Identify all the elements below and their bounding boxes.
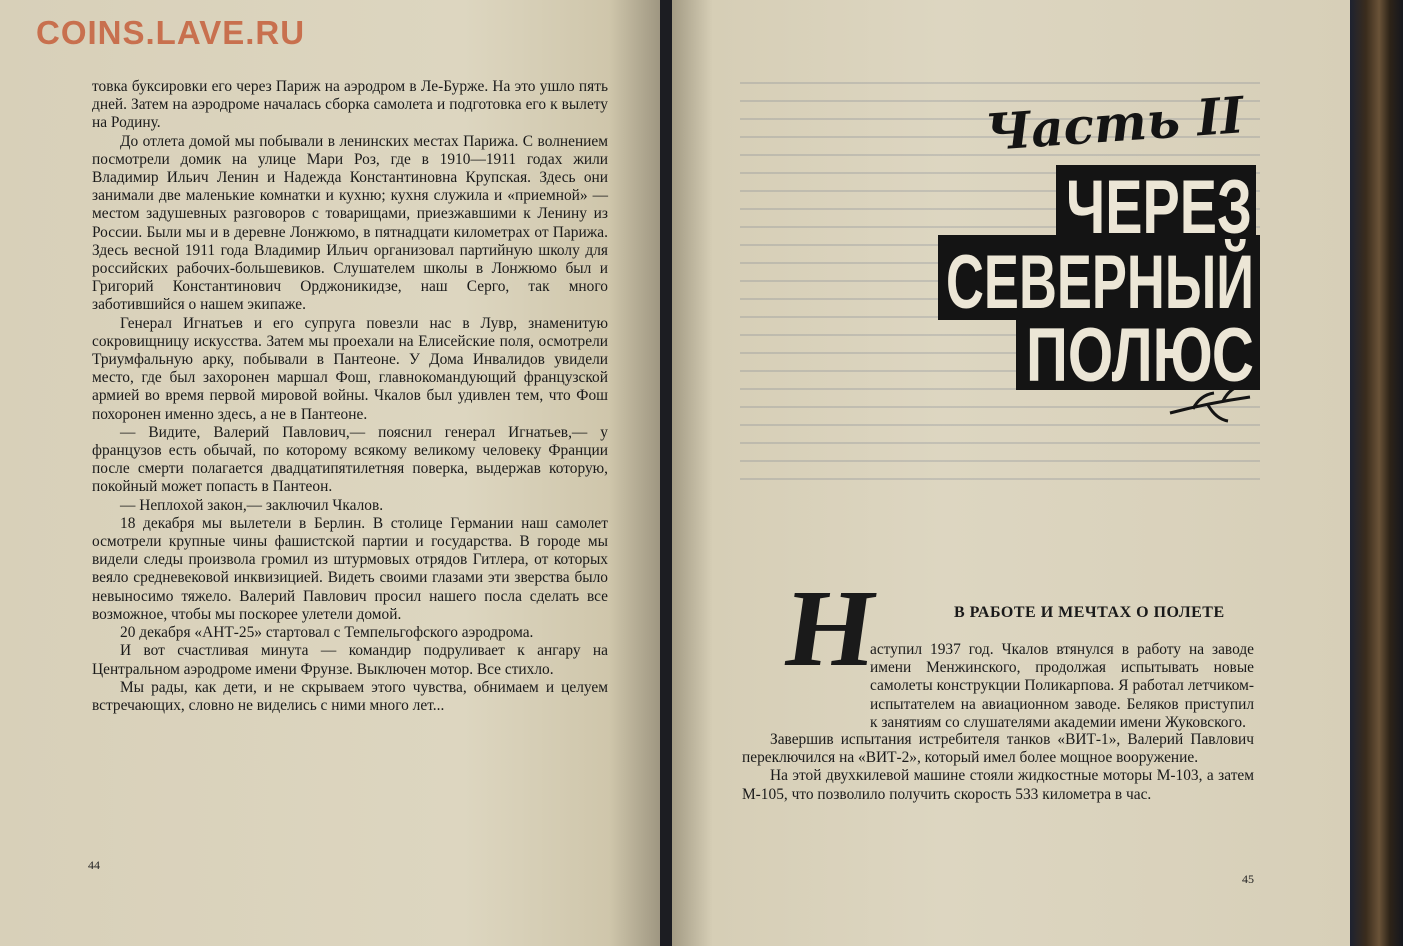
paragraph: На этой двухкилевой машине стояли жидкостные моторы М-103, а затем М-105, что позволило получить скорость 533 километра в час. [742,767,1254,803]
paragraph: — Видите, Валерий Павлович,— пояснил генерал Игнатьев,— у французов есть обычай, по которому всякому великому человеку Франции после смерти полагается двадцатипятилетняя поверка, выдержав которую, покойный может попасть в Пантеон. [92,423,608,496]
paragraph: И вот счастливая минута — командир подруливает к ангару на Центральном аэродроме имени Фрунзе. Выключен мотор. Все стихло. [92,642,608,678]
paragraph: товка буксировки его через Париж на аэродром в Ле-Бурже. На это ушло пять дней. Затем на аэродроме началась сборка самолета и подготовка его к вылету на Родину. [92,78,608,132]
book-edge [1350,0,1403,946]
watermark: COINS.LAVE.RU [36,14,306,51]
page-number-right: 45 [1242,872,1254,886]
paragraph: Генерал Игнатьев и его супруга повезли нас в Лувр, знаменитую сокровищницу искусства. Затем мы проехали на Елисейские поля, осмотрели Триумфальную арку, побывали в Пантеоне. У Дома Инвалидов увидели место, где был захоронен маршал Фош, главнокомандующий французской армией во время первой мировой войны. Чкалов был удивлен тем, что Фош похоронен именно здесь, а не в Пантеоне. [92,314,608,423]
right-first-paragraph: аступил 1937 год. Чкалов втянулся в работу на заводе имени Менжинского, продолжая испытывать новые самолеты конструкции Поликарпова. Я работал летчиком-испытателем на авиационном заводе. Беляков приступил к занятиям со слушателями академии имени Жуковского. [870,641,1254,731]
paragraph: 18 декабря мы вылетели в Берлин. В столице Германии наш самолет осмотрели крупные чины фашистской партии и государства. В городе мы видели следы произвола громил из штурмовых отрядов Гитлера, от которых веяло средневековой инквизицией. Видеть своими глазами эти зверства было невыносимо тяжело. Валерий Павлович просил нашего посла сделать все возможное, чтобы мы поскорее улетели домой. [92,514,608,623]
paragraph: До отлета домой мы побывали в ленинских местах Парижа. С волнением посмотрели домик на улице Мари Роз, где в 1910—1911 годах жили Владимир Ильич Ленин и Надежда Константиновна Крупская. Здесь они занимали две маленькие комнатки и кухню; кухня служила и «приемной» — местом задушевных разговоров с товарищами, приезжавшими к Ленину из России. Были мы и в деревне Лонжюмо, в пятнадцати километрах от Парижа. Здесь весной 1911 года Владимир Ильич организовал партийную школу для российских рабочих-большевиков. Слушателем школы в Лонжюмо был и Григорий Константинович Орджоникидзе, наш Серго, так много заботившийся о нашем экипаже. [92,132,608,314]
right-page-text [742,695,1254,804]
left-page-text [92,78,608,715]
section-title: В РАБОТЕ И МЕЧТАХ О ПОЛЕТЕ [954,604,1225,621]
title-line-1: ЧЕРЕЗ [1066,165,1252,250]
part-label: Часть II [983,85,1246,163]
paragraph: 20 декабря «АНТ-25» стартовал с Темпельгофского аэродрома. [120,624,534,642]
title-line-2: СЕВЕРНЫЙ [946,240,1392,325]
part-title-art [938,85,1392,435]
page-number-left: 44 [88,858,100,872]
title-line-3: ПОЛЮС [1026,313,1254,398]
paragraph: — Неплохой закон,— заключил Чкалов. [120,496,384,514]
paragraph: Завершив испытания истребителя танков «ВИТ-1», Валерий Павлович переключился на «ВИТ-2», который имел более мощное вооружение. [742,731,1254,767]
paragraph: Мы рады, как дети, и не скрываем этого чувства, обнимаем и целуем встречающих, словно не виделись с ними много лет... [92,678,608,714]
drop-cap: Н [779,567,883,689]
